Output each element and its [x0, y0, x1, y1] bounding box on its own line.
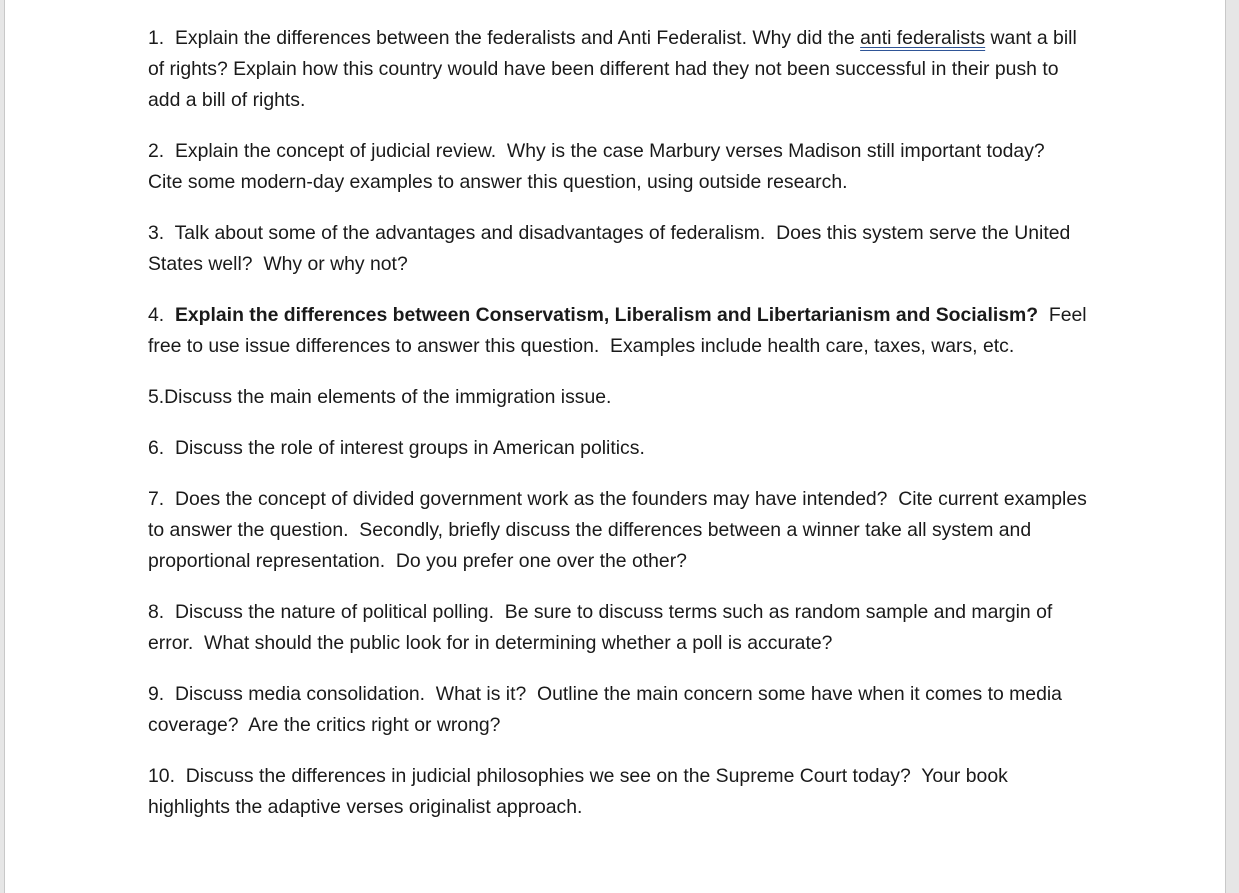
spelling-flagged-word[interactable]: anti federalists — [860, 27, 986, 49]
question-4-bold-text: Explain the differences between Conservatism, Liberalism and Libertarianism and Socialism? — [174, 304, 1039, 326]
question-4 — [148, 300, 1092, 362]
document-body[interactable] — [148, 23, 1093, 843]
question-8: 8. Discuss the nature of political polling. Be sure to discuss terms such as random sample and margin of error. What should the public look for in determining whether a poll is accurate? — [148, 601, 1058, 654]
question-1-text-start: 1. Explain the differences between the federalists and Anti Federalist. Why did the — [148, 27, 861, 49]
question-2: 2. Explain the concept of judicial review. Why is the case Marbury verses Madison still important today? Cite some modern-day examples to answer this question, using outside research. — [148, 140, 1056, 193]
question-10: 10. Discuss the differences in judicial philosophies we see on the Supreme Court today? Your book highlights the adaptive verses originalist approach. — [148, 765, 1014, 818]
question-1-text-end: want a bill of rights? Explain how this country would have been different had they not been successful in their push to add a bill of rights. — [148, 27, 1083, 111]
question-1 — [148, 23, 1088, 116]
question-5: 5.Discuss the main elements of the immigration issue. — [148, 386, 612, 408]
document-page — [4, 0, 1226, 893]
question-4-number: 4. — [148, 304, 175, 326]
question-4-text: Feel free to use issue differences to answer this question. Examples include health care, taxes, wars, etc. — [148, 304, 1092, 357]
question-6: 6. Discuss the role of interest groups in American politics. — [148, 437, 645, 459]
question-3: 3. Talk about some of the advantages and disadvantages of federalism. Does this system serve the United States well? Why or why not? — [148, 222, 1076, 275]
question-9: 9. Discuss media consolidation. What is it? Outline the main concern some have when it comes to media coverage? Are the critics right or wrong? — [148, 683, 1068, 736]
question-7: 7. Does the concept of divided government work as the founders may have intended? Cite current examples to answer the question. Secondly, briefly discuss the differences between a winner take all system and proportional representation. Do you prefer one over the other? — [148, 488, 1093, 572]
